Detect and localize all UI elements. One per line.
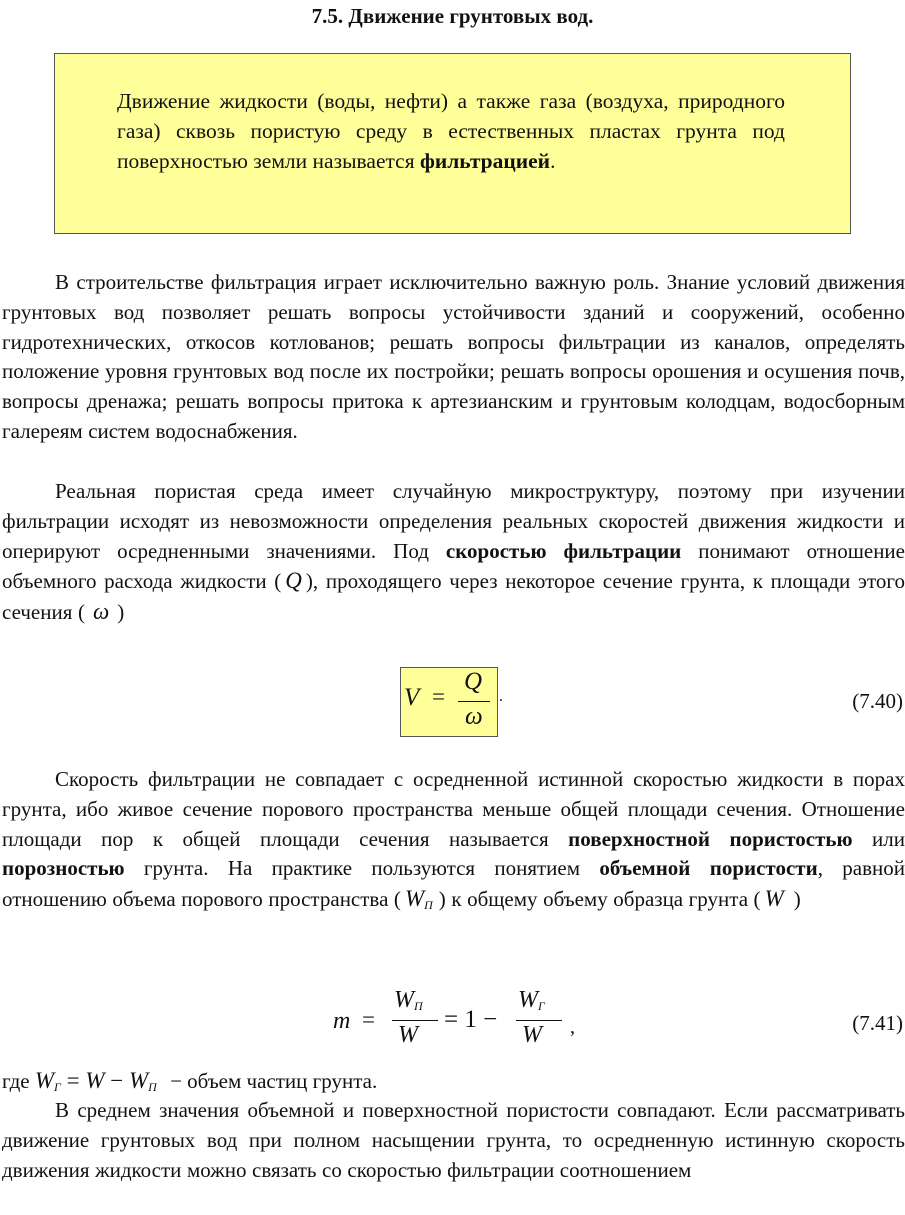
eq741-fraction-bar-2 <box>516 1020 562 1021</box>
eq741-denominator-2: W <box>522 1022 542 1048</box>
definition-term: фильтрацией <box>419 149 551 173</box>
eq741-fraction-bar-1 <box>392 1020 438 1021</box>
symbol-q: Q <box>285 568 302 594</box>
eq741-equals-1: = <box>362 1007 375 1032</box>
symbol-omega: ω <box>92 599 110 625</box>
eq741-numerator-2-sub: Г <box>538 999 545 1013</box>
where-w-g-sub: Г <box>54 1080 61 1094</box>
term-filtration-velocity: скоростью фильтрации <box>445 538 682 563</box>
para3-part3: грунта. На практике пользуются понятием <box>124 856 600 881</box>
paragraph-construction: В строительстве фильтрация играет исключительно важную роль. Знание условий движения грунтовых вод позволяет решать вопросы устойчивости зданий и сооружений, особенно гидротехнических, откосов котлованов; решать вопросы фильтрации из каналов, определять положение уровня грунтовых вод после их постройки; решать вопросы орошения и осушения почв, вопросы дренажа; решать вопросы притока к артезианским и грунтовым колодцам, водосборным галереям систем водоснабжения. <box>2 270 905 443</box>
eq740-lhs: V <box>404 684 420 711</box>
eq741-numerator-1 <box>394 987 423 1014</box>
para3-part6: ) <box>793 887 801 912</box>
term-surface-porosity: поверхностной пористостью <box>568 826 853 851</box>
symbol-w-pore: W <box>404 886 425 912</box>
eq740-fraction-bar <box>458 701 490 702</box>
eq741-trail: , <box>570 1016 575 1038</box>
definition-text-before: Движение жидкости (воды, нефти) а также газа (воздуха, природного газа) сквозь пористую среду в естественных пластах грунта под поверхностью земли называется <box>117 89 785 173</box>
para3-part4: , равной отношению объема порового пространства ( <box>2 856 905 912</box>
where-minus: − <box>104 1068 129 1093</box>
eq740-trail: . <box>499 688 503 705</box>
where-w: W <box>85 1068 105 1093</box>
para3-part5: ) к общему объему образца грунта ( <box>438 887 761 912</box>
para3-part2: или <box>852 826 905 851</box>
where-equals: = <box>60 1068 86 1093</box>
definition-text-after: . <box>550 149 556 173</box>
term-volumetric-porosity: объемной пористости <box>599 856 818 881</box>
eq741-denominator-1: W <box>398 1022 418 1048</box>
eq740-denominator: ω <box>465 703 483 730</box>
equation-number-7-40: (7.40) <box>852 689 903 713</box>
para2-part2: понимают отношение объемного расхода жидкости ( <box>2 538 905 594</box>
definition-text <box>117 86 785 176</box>
where-w-p-sub: П <box>148 1080 157 1094</box>
symbol-w-pore-sub: П <box>424 898 433 913</box>
eq741-numerator-2-w: W <box>518 987 538 1013</box>
para2-part1: Реальная пористая среда имеет случайную микроструктуру, поэтому при изучении фильтрации исходят из невозможности определения реальных скоростей движения жидкости и оперируют осредненными значениями. Под <box>2 479 905 563</box>
eq741-numerator-2 <box>518 987 545 1014</box>
eq741-numerator-1-sub: П <box>414 999 423 1013</box>
where-suffix: − объем частиц грунта. <box>164 1069 378 1093</box>
para2-part3: ), проходящего через некоторое сечение грунта, к площади этого сечения ( <box>2 569 905 625</box>
symbol-w-total: W <box>764 886 784 912</box>
where-w-p: W <box>128 1068 149 1093</box>
eq741-lhs: m <box>333 1008 351 1034</box>
equation-number-7-41: (7.41) <box>852 1011 903 1035</box>
eq740-numerator: Q <box>464 668 483 695</box>
paragraph-porosity <box>2 765 905 921</box>
paragraph-average-porosity: В среднем значения объемной и поверхностной пористости совпадают. Если рассматривать движение грунтовых вод при полном насыщении грунта, то осредненную истинную скорость движения жидкости можно связать со скоростью фильтрации соотношением <box>2 1098 905 1182</box>
eq741-equals-one-minus: = 1 − <box>444 1006 498 1033</box>
where-prefix: где <box>2 1069 35 1093</box>
where-w-g: W <box>34 1068 54 1093</box>
eq741-numerator-1-w: W <box>394 987 414 1013</box>
term-porousness: порозностью <box>2 856 125 881</box>
para2-part4: ) <box>117 600 125 625</box>
paragraph-filtration-velocity <box>2 477 905 628</box>
eq740-equals: = <box>432 684 445 709</box>
section-title: 7.5. Движение грунтовых вод. <box>311 4 594 28</box>
para3-part1: Скорость фильтрации не совпадает с осредненной истинной скоростью жидкости в порах грунта, ибо живое сечение порового пространства меньше общей площади сечения. Отношение площади пор к общей площади сечения называется <box>2 767 905 851</box>
